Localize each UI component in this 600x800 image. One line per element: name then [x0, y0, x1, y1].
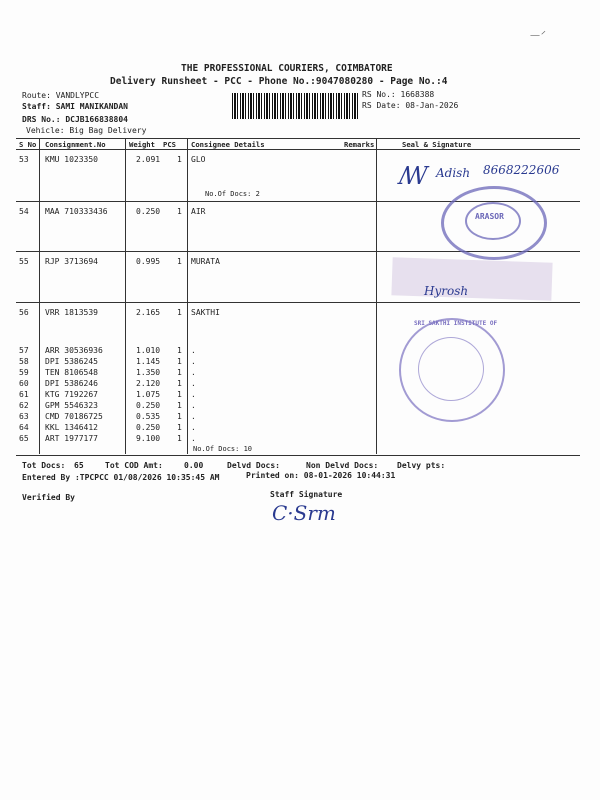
row-weight: 2.120 — [136, 379, 161, 388]
non-delvd-docs: Non Delvd Docs: — [306, 461, 379, 470]
row-consignee: . — [191, 401, 196, 410]
col-weight: Weight — [129, 140, 155, 149]
col-consignee: Consignee Details — [191, 140, 265, 149]
row-consignment: DPI 5386245 — [45, 357, 98, 366]
row-pcs: 1 — [177, 368, 182, 377]
row-consignment: MAA 710333436 — [45, 207, 108, 216]
header-top-rule — [16, 138, 580, 139]
row-sno: 60 — [19, 379, 29, 388]
row-consignee: AIR — [191, 207, 206, 216]
row-consignment: KKL 1346412 — [45, 423, 98, 432]
row-consignee: MURATA — [191, 257, 220, 266]
row-pcs: 1 — [177, 390, 182, 399]
row-consignment: VRR 1813539 — [45, 308, 98, 317]
row-sno: 62 — [19, 401, 29, 410]
vrule-2 — [125, 138, 126, 454]
row-consignment: KMU 1023350 — [45, 155, 98, 164]
drs-number: DRS No.: DCJB166838804 — [22, 115, 128, 124]
tot-cod-label: Tot COD Amt: — [105, 461, 163, 470]
row-sep — [16, 302, 580, 303]
row-pcs: 1 — [177, 155, 182, 164]
row-consignment: ART 1977177 — [45, 434, 98, 443]
row-pcs: 1 — [177, 379, 182, 388]
signature-55: Hyrosh — [424, 284, 469, 298]
staff-signature-label: Staff Signature — [270, 490, 343, 499]
company-name: THE PROFESSIONAL COURIERS, COIMBATORE — [181, 63, 393, 74]
vrule-4 — [376, 138, 377, 454]
row-consignee: . — [191, 390, 196, 399]
row-consignment: CMD 70186725 — [45, 412, 103, 421]
col-sno: S No — [19, 140, 37, 149]
row-pcs: 1 — [177, 434, 182, 443]
row-consignee: . — [191, 368, 196, 377]
institute-stamp-inner — [418, 337, 484, 401]
row-weight: 0.250 — [136, 423, 161, 432]
row-sno: 64 — [19, 423, 29, 432]
row-pcs: 1 — [177, 412, 182, 421]
row-weight: 0.995 — [136, 257, 161, 266]
row-pcs: 1 — [177, 423, 182, 432]
institute-stamp-text: SRI SAKTHI INSTITUTE OF — [414, 320, 498, 327]
delvd-docs: Delvd Docs: — [227, 461, 280, 470]
staff-signature: C·Srm — [272, 501, 336, 525]
row-consignee: . — [191, 423, 196, 432]
tot-docs-value: 65 — [74, 461, 84, 470]
staff: Staff: SAMI MANIKANDAN — [22, 102, 128, 111]
vehicle: Vehicle: Big Bag Delivery — [26, 126, 147, 135]
row-sno: 65 — [19, 434, 29, 443]
row-consignee: SAKTHI — [191, 308, 220, 317]
row-pcs: 1 — [177, 357, 182, 366]
entered-by: Entered By :TPCPCC 01/08/2026 10:35:45 AM — [22, 473, 220, 482]
row-pcs: 1 — [177, 207, 182, 216]
row-consignee: . — [191, 357, 196, 366]
row-weight: 9.100 — [136, 434, 161, 443]
tot-cod-value: 0.00 — [184, 461, 204, 470]
row-pcs: 1 — [177, 401, 182, 410]
row-weight: 2.091 — [136, 155, 161, 164]
row-sno: 53 — [19, 155, 29, 164]
row-weight: 0.250 — [136, 207, 161, 216]
barcode — [232, 93, 359, 119]
col-consignment: Consignment.No — [45, 140, 106, 149]
row-pcs: 1 — [177, 346, 182, 355]
row-consignment: ARR 30536936 — [45, 346, 103, 355]
row-weight: 0.250 — [136, 401, 161, 410]
runsheet-title: Delivery Runsheet - PCC - Phone No.:9047080280 - Page No.:4 — [110, 76, 448, 87]
row-consignee: . — [191, 412, 196, 421]
delvy-pts: Delvy pts: — [397, 461, 446, 470]
row-consignment: KTG 7192267 — [45, 390, 98, 399]
row-consignee: . — [191, 379, 196, 388]
group-docs: No.Of Docs: 10 — [193, 445, 253, 453]
row-consignee: GLO — [191, 155, 206, 164]
row-consignment: GPM 5546323 — [45, 401, 98, 410]
handwritten-phone: 8668222606 — [483, 163, 560, 177]
vrule-1 — [39, 138, 40, 454]
rs-number: RS No.: 1668388 — [362, 90, 435, 99]
row-sno: 55 — [19, 257, 29, 266]
company-stamp-inner — [465, 202, 521, 240]
row-pcs: 1 — [177, 257, 182, 266]
printed-on: Printed on: 08-01-2026 10:44:31 — [246, 471, 396, 480]
row-sno: 56 — [19, 308, 29, 317]
row-consignment: RJP 3713694 — [45, 257, 98, 266]
table-bottom-rule — [16, 455, 580, 456]
row-weight: 1.350 — [136, 368, 161, 377]
col-remarks: Remarks — [344, 140, 375, 149]
signature-53b: Adish — [436, 166, 471, 180]
header-bottom-rule — [16, 149, 580, 150]
route: Route: VANDLYPCC — [22, 91, 100, 100]
row-weight: 1.145 — [136, 357, 161, 366]
tot-docs-label: Tot Docs: — [22, 461, 66, 470]
row-sno: 59 — [19, 368, 29, 377]
row-consignment: TEN 8106548 — [45, 368, 98, 377]
row-weight: 1.075 — [136, 390, 161, 399]
row-consignee: . — [191, 434, 196, 443]
rs-date: RS Date: 08-Jan-2026 — [362, 101, 459, 110]
row-sno: 63 — [19, 412, 29, 421]
row-consignment: DPI 5386246 — [45, 379, 98, 388]
row-sno: 58 — [19, 357, 29, 366]
signature-53: ꟿ — [399, 162, 428, 190]
row-sno: 54 — [19, 207, 29, 216]
row-consignee: . — [191, 346, 196, 355]
corner-mark: —ᐟ — [530, 30, 545, 41]
row-docs: No.Of Docs: 2 — [205, 190, 260, 198]
row-sno: 61 — [19, 390, 29, 399]
row-pcs: 1 — [177, 308, 182, 317]
company-stamp-text: ARASOR — [475, 212, 504, 221]
verified-by: Verified By — [22, 493, 75, 502]
row-weight: 1.010 — [136, 346, 161, 355]
faded-stamp — [391, 257, 552, 301]
col-pcs: PCS — [163, 140, 176, 149]
vrule-3 — [187, 138, 188, 454]
row-weight: 2.165 — [136, 308, 161, 317]
row-sno: 57 — [19, 346, 29, 355]
col-seal: Seal & Signature — [402, 140, 472, 149]
row-weight: 0.535 — [136, 412, 161, 421]
